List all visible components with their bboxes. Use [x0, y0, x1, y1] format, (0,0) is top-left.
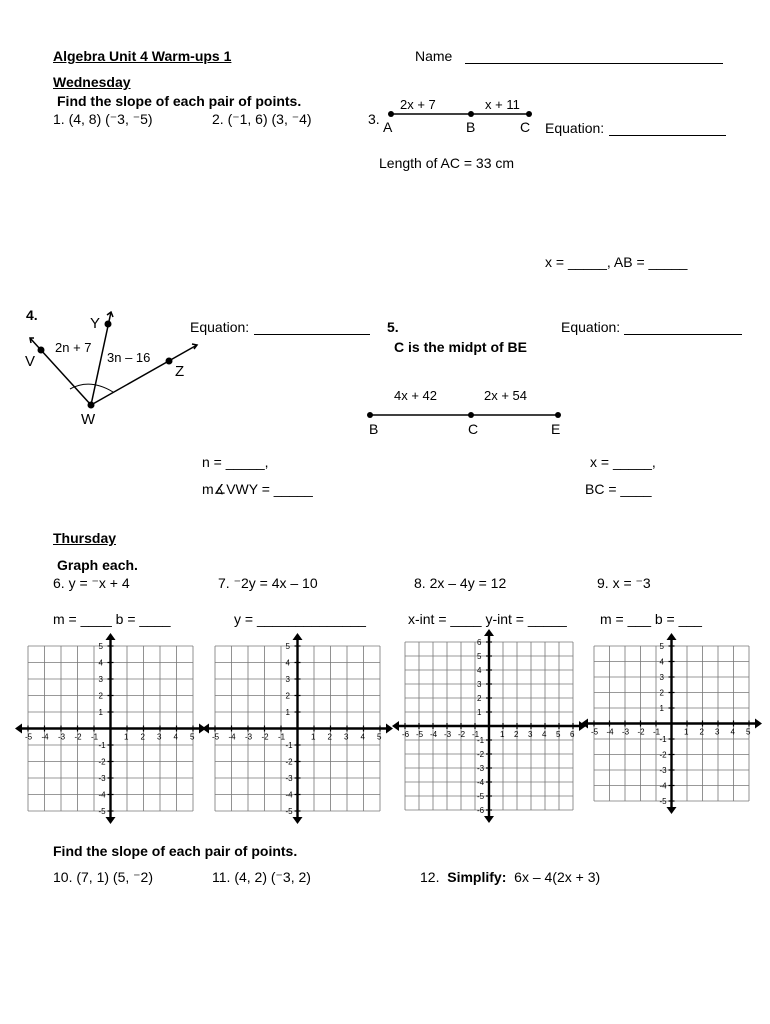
point-c-label: C [520, 119, 531, 135]
x-tick-label: 2 [140, 732, 145, 742]
x-tick-label: 5 [556, 730, 561, 739]
x-tick-label: 4 [730, 727, 735, 737]
problem-12-expression: 6x – 4(2x + 3) [514, 869, 601, 885]
problem-7: 7. ⁻2y = 4x – 10 [218, 575, 318, 591]
x-tick-label: -6 [402, 730, 410, 739]
wednesday-heading: Wednesday [53, 74, 131, 90]
x-tick-label: 5 [190, 732, 195, 742]
x-tick-label: -1 [653, 727, 661, 737]
wednesday-instruction: Find the slope of each pair of points. [57, 93, 302, 109]
bc-answer: BC = ____ [585, 481, 652, 497]
thursday-heading: Thursday [53, 530, 117, 546]
y-tick-label: 3 [659, 673, 664, 682]
x-tick-label: 5 [746, 727, 751, 737]
point-y-label: Y [90, 315, 101, 332]
x-tick-label: 1 [684, 727, 689, 737]
y-tick-label: 2 [285, 691, 290, 701]
coordinate-grid-7[interactable] [205, 640, 385, 825]
x-tick-label: -5 [212, 732, 220, 742]
answer-6: m = ____ b = ____ [53, 611, 171, 627]
y-tick-label: 5 [659, 642, 664, 651]
problem-10: 10. (7, 1) (5, ⁻2) [53, 869, 153, 885]
answer-7: y = ______________ [234, 611, 366, 627]
x-tick-label: 1 [500, 730, 505, 739]
y-tick-label: 4 [659, 657, 664, 667]
x-tick-label: 3 [715, 727, 720, 737]
x-tick-label: -1 [91, 732, 99, 742]
y-tick-label: 4 [477, 666, 482, 675]
y-tick-label: -6 [477, 806, 485, 815]
y-tick-label: -1 [477, 736, 485, 745]
angle-vwy-expression: 2n + 7 [55, 340, 92, 355]
y-tick-label: -2 [98, 757, 106, 767]
y-tick-label: -4 [98, 790, 106, 800]
y-tick-label: -2 [285, 757, 293, 767]
midpoint-statement: C is the midpt of BE [394, 339, 527, 355]
y-tick-label: -5 [477, 792, 485, 801]
x-tick-label: -5 [416, 730, 424, 739]
y-axis-down-arrow [106, 817, 116, 824]
y-tick-label: -5 [285, 807, 293, 816]
equation-label-3: Equation: [545, 120, 605, 136]
y-tick-label: 5 [285, 642, 290, 651]
segment-bc-expression: 4x + 42 [394, 388, 438, 403]
y-tick-label: -5 [98, 807, 106, 816]
x-tick-label: -2 [74, 732, 82, 742]
x-tick-label: -3 [622, 727, 630, 737]
coordinate-grid-8[interactable] [393, 636, 577, 826]
answer-9: m = ___ b = ___ [600, 611, 702, 627]
x-tick-label: -5 [591, 727, 599, 737]
y-tick-label: 5 [477, 652, 482, 661]
angle-ywz-expression: 3n – 16 [107, 350, 151, 365]
y-tick-label: -4 [659, 781, 667, 791]
n-answer: n = _____, [202, 454, 269, 470]
y-tick-label: 3 [285, 675, 290, 684]
x-tick-label: -3 [245, 732, 253, 742]
x-tick-label: -1 [278, 732, 286, 742]
x-tick-label: 6 [570, 730, 575, 739]
x-tick-label: -5 [25, 732, 33, 742]
y-tick-label: -3 [659, 766, 667, 775]
y-tick-label: -2 [659, 750, 667, 760]
x-tick-label: 2 [327, 732, 332, 742]
y-tick-label: 1 [659, 704, 664, 713]
x-tick-label: -3 [58, 732, 66, 742]
x-tick-label: -2 [261, 732, 269, 742]
y-axis-down-arrow [667, 807, 677, 814]
point-z-label: Z [175, 363, 185, 380]
problem-12 [420, 869, 600, 885]
y-tick-label: 4 [98, 658, 103, 668]
m-vwy-answer: m∡VWY = _____ [202, 481, 313, 497]
x-tick-label: 3 [528, 730, 533, 739]
point-b-label-5: B [369, 421, 379, 437]
x-tick-label: 3 [157, 732, 162, 742]
x-tick-label: 4 [173, 732, 178, 742]
point-a-label: A [383, 119, 393, 135]
x-tick-label: 4 [360, 732, 365, 742]
problem-12-label: Simplify: [447, 869, 507, 885]
y-tick-label: 1 [98, 708, 103, 717]
bottom-instruction: Find the slope of each pair of points. [53, 843, 298, 859]
y-tick-label: 4 [285, 658, 290, 668]
y-tick-label: -5 [659, 797, 667, 806]
y-tick-label: -1 [285, 741, 293, 750]
x-tick-label: -4 [41, 732, 49, 742]
y-tick-label: 2 [477, 694, 482, 703]
y-tick-label: 3 [477, 680, 482, 689]
x-tick-label: 4 [542, 730, 547, 739]
problem-8: 8. 2x – 4y = 12 [414, 575, 507, 591]
problem-5-number: 5. [387, 319, 399, 335]
equation-label-4: Equation: [190, 319, 250, 335]
length-ac: Length of AC = 33 cm [379, 155, 515, 171]
x-axis-left-arrow [392, 721, 399, 731]
problem-9: 9. x = ⁻3 [597, 575, 651, 591]
y-tick-label: -3 [285, 774, 293, 783]
x-tick-label: 1 [124, 732, 129, 742]
y-tick-label: 6 [477, 638, 482, 647]
y-tick-label: 2 [659, 688, 664, 698]
y-tick-label: -1 [98, 741, 106, 750]
segment-ab-label: 2x + 7 [400, 97, 436, 112]
thursday-instruction: Graph each. [57, 557, 138, 573]
coordinate-grid-6[interactable] [13, 640, 203, 825]
x-axis-left-arrow [15, 724, 22, 734]
y-tick-label: 3 [98, 675, 103, 684]
point-v-label: V [25, 353, 36, 370]
segment-bc-label: x + 11 [485, 97, 520, 112]
problem-2: 2. (⁻1, 6) (3, ⁻4) [212, 111, 312, 127]
problem-11: 11. (4, 2) (⁻3, 2) [212, 869, 311, 885]
x-tick-label: -4 [430, 730, 438, 739]
y-tick-label: 5 [98, 642, 103, 651]
x-answer-5: x = _____, [590, 454, 656, 470]
y-tick-label: 1 [477, 708, 482, 717]
problem-3-number: 3. [368, 111, 380, 127]
point-c-label-5: C [468, 421, 479, 437]
x-tick-label: -2 [637, 727, 645, 737]
segment-ce-expression: 2x + 54 [484, 388, 528, 403]
point-w-label: W [81, 411, 96, 428]
y-tick-label: 1 [285, 708, 290, 717]
y-tick-label: -1 [659, 735, 667, 744]
point-b-label: B [466, 119, 476, 135]
y-tick-label: -2 [477, 750, 485, 759]
problem-12-number: 12. [420, 869, 440, 885]
x-tick-label: -4 [228, 732, 236, 742]
y-tick-label: -3 [98, 774, 106, 783]
y-axis-down-arrow [484, 816, 494, 823]
point-e-label-5: E [551, 421, 561, 437]
x-tick-label: 2 [699, 727, 704, 737]
equation-label-5: Equation: [561, 319, 621, 335]
y-tick-label: 2 [98, 691, 103, 701]
y-tick-label: -4 [285, 790, 293, 800]
problem-1: 1. (4, 8) (⁻3, ⁻5) [53, 111, 153, 127]
y-axis-down-arrow [293, 817, 303, 824]
y-tick-label: -3 [477, 764, 485, 773]
problem-4-number: 4. [26, 307, 38, 323]
y-tick-label: -4 [477, 778, 485, 787]
x-tick-label: -4 [606, 727, 614, 737]
x-tick-label: 3 [344, 732, 349, 742]
name-label: Name [415, 48, 453, 64]
x-tick-label: -2 [458, 730, 466, 739]
page-title: Algebra Unit 4 Warm-ups 1 [53, 48, 232, 64]
answer-8: x-int = ____ y-int = _____ [408, 611, 567, 627]
x-tick-label: 1 [311, 732, 316, 742]
answer-3: x = _____, AB = _____ [545, 254, 688, 270]
x-tick-label: 2 [514, 730, 519, 739]
x-tick-label: 5 [377, 732, 382, 742]
problem-6: 6. y = ⁻x + 4 [53, 575, 130, 591]
x-tick-label: -3 [444, 730, 452, 739]
coordinate-grid-9[interactable] [588, 640, 760, 825]
x-tick-label: -1 [472, 730, 480, 739]
